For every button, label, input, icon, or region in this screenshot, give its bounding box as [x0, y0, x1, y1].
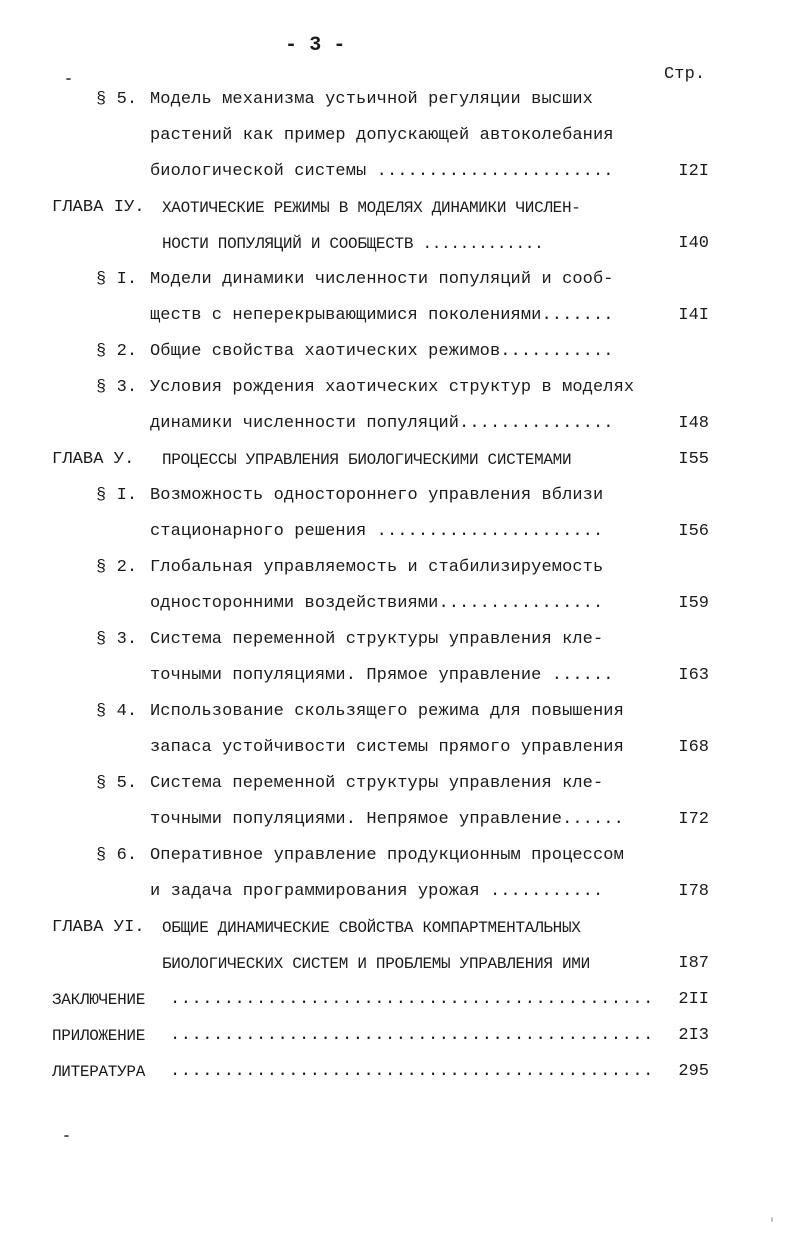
toc-marker: § 5.	[96, 774, 138, 793]
toc-text: растений как пример допускающей автоколебания	[150, 126, 614, 145]
toc-marker: § 2.	[96, 342, 138, 361]
toc-marker: § 3.	[96, 630, 138, 649]
toc-leader-dots: .............................................	[170, 990, 654, 1009]
toc-text: Модель механизма устьичной регуляции высших	[150, 90, 593, 109]
scan-speck	[64, 1135, 69, 1137]
toc-text: точными популяциями. Непрямое управление......	[150, 810, 624, 829]
toc-text: односторонними воздействиями................	[150, 594, 604, 613]
toc-text: Условия рождения хаотических структур в моделях	[150, 378, 635, 397]
toc-page: I59	[678, 594, 709, 613]
toc-marker: § 6.	[96, 846, 138, 865]
toc-chapter-marker: ГЛАВА У.	[52, 450, 135, 469]
toc-page: I56	[678, 522, 709, 541]
toc-marker: § I.	[96, 270, 138, 289]
toc-chapter-title: БИОЛОГИЧЕСКИХ СИСТЕМ И ПРОБЛЕМЫ УПРАВЛЕНИЯ ИМИ	[162, 955, 590, 973]
toc-page: I48	[678, 414, 709, 433]
toc-chapter-title: НОСТИ ПОПУЛЯЦИЙ И СООБЩЕСТВ .............	[162, 235, 544, 253]
toc-chapter-title: ПРОЦЕССЫ УПРАВЛЕНИЯ БИОЛОГИЧЕСКИМИ СИСТЕМАМИ	[162, 451, 572, 469]
toc-leader-dots: .............................................	[170, 1062, 654, 1081]
toc-text: Оперативное управление продукционным процессом	[150, 846, 624, 865]
toc-text: Система переменной структуры управления кле-	[150, 630, 604, 649]
toc-chapter-marker: ГЛАВА IУ.	[52, 198, 145, 217]
toc-page: I40	[678, 234, 709, 253]
scan-speck	[66, 78, 71, 80]
toc-text: запаса устойчивости системы прямого управления	[150, 738, 624, 757]
toc-text: и задача программирования урожая ...........	[150, 882, 604, 901]
toc-page: 2II	[678, 990, 709, 1009]
toc-page: I72	[678, 810, 709, 829]
toc-text: Общие свойства хаотических режимов...........	[150, 342, 614, 361]
toc-text: стационарного решения ......................	[150, 522, 604, 541]
toc-page: I68	[678, 738, 709, 757]
toc-text: биологической системы .......................	[150, 162, 614, 181]
toc-marker: § 5.	[96, 90, 138, 109]
toc-section-title: ПРИЛОЖЕНИЕ	[52, 1027, 146, 1045]
toc-marker: § 4.	[96, 702, 138, 721]
toc-leader-dots: .............................................	[170, 1026, 654, 1045]
toc-page: I4I	[678, 306, 709, 325]
page-number: - 3 -	[285, 34, 346, 57]
toc-marker: § 3.	[96, 378, 138, 397]
toc-chapter-marker: ГЛАВА УI.	[52, 918, 145, 937]
toc-page: I55	[678, 450, 709, 469]
toc-text: динамики численности популяций...............	[150, 414, 614, 433]
toc-section-title: ЛИТЕРАТУРА	[52, 1063, 146, 1081]
toc-page: I2I	[678, 162, 709, 181]
scan-speck	[771, 1217, 773, 1222]
toc-marker: § I.	[96, 486, 138, 505]
toc-marker: § 2.	[96, 558, 138, 577]
toc-page: 2I3	[678, 1026, 709, 1045]
toc-text: Возможность одностороннего управления вблизи	[150, 486, 604, 505]
toc-chapter-title: ХАОТИЧЕСКИЕ РЕЖИМЫ В МОДЕЛЯХ ДИНАМИКИ ЧИСЛЕН-	[162, 199, 581, 217]
toc-page: 295	[678, 1062, 709, 1081]
toc-text: ществ с неперекрывающимися поколениями.......	[150, 306, 614, 325]
toc-text: Глобальная управляемость и стабилизируемость	[150, 558, 604, 577]
toc-text: точными популяциями. Прямое управление ......	[150, 666, 614, 685]
toc-text: Система переменной структуры управления кле-	[150, 774, 604, 793]
toc-page: I78	[678, 882, 709, 901]
toc-page: I63	[678, 666, 709, 685]
toc-page: I87	[678, 954, 709, 973]
toc-chapter-title: ОБЩИЕ ДИНАМИЧЕСКИЕ СВОЙСТВА КОМПАРТМЕНТАЛЬНЫХ	[162, 919, 581, 937]
toc-section-title: ЗАКЛЮЧЕНИЕ	[52, 991, 146, 1009]
toc-text: Модели динамики численности популяций и сооб-	[150, 270, 614, 289]
toc-text: Использование скользящего режима для повышения	[150, 702, 624, 721]
page-column-label: Стр.	[664, 65, 706, 84]
